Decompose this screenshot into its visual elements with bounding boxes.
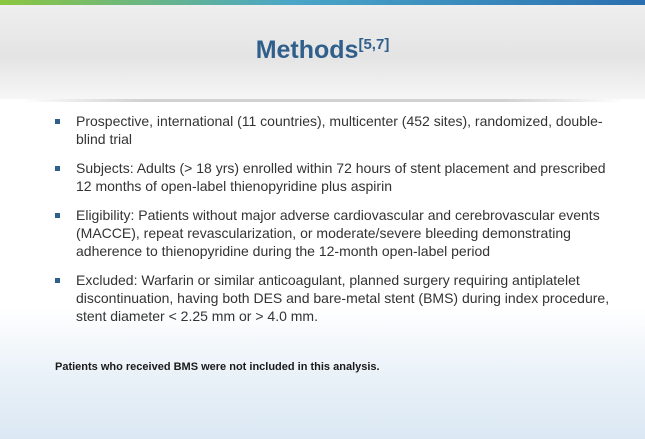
bullet-text: Subjects: Adults (> 18 yrs) enrolled within 72 hours of stent placement and prescribed 12 months of open-label thienopyridine plus aspirin — [76, 160, 606, 194]
slide-title — [0, 28, 645, 67]
bullet-item — [55, 271, 610, 325]
bullet-item — [55, 206, 610, 260]
square-bullet-icon — [55, 213, 60, 218]
bullet-text: Excluded: Warfarin or similar anticoagulant, planned surgery requiring antiplatelet discontinuation, having both DES and bare-metal stent (BMS) during index procedure, stent diameter < 2.25 mm or > 4.0 mm. — [76, 272, 610, 324]
square-bullet-icon — [55, 278, 60, 283]
bullet-text: Eligibility: Patients without major adverse cardiovascular and cerebrovascular events (MACCE), repeat revascularization, or moderate/severe bleeding demonstrating adherence to thienopyridine during the 12-month open-label period — [76, 207, 600, 259]
bullet-item — [55, 112, 610, 148]
slide-title-text: Methods — [255, 36, 359, 64]
bullet-text: Prospective, international (11 countries), multicenter (452 sites), randomized, double-blind trial — [76, 113, 603, 147]
footnote: Patients who received BMS were not included in this analysis. — [55, 361, 380, 373]
bullet-list — [55, 112, 610, 336]
header-divider — [20, 99, 625, 102]
bullet-item — [55, 159, 610, 195]
square-bullet-icon — [55, 119, 60, 124]
square-bullet-icon — [55, 166, 60, 171]
slide-title-superscript: [5,7] — [358, 36, 390, 53]
